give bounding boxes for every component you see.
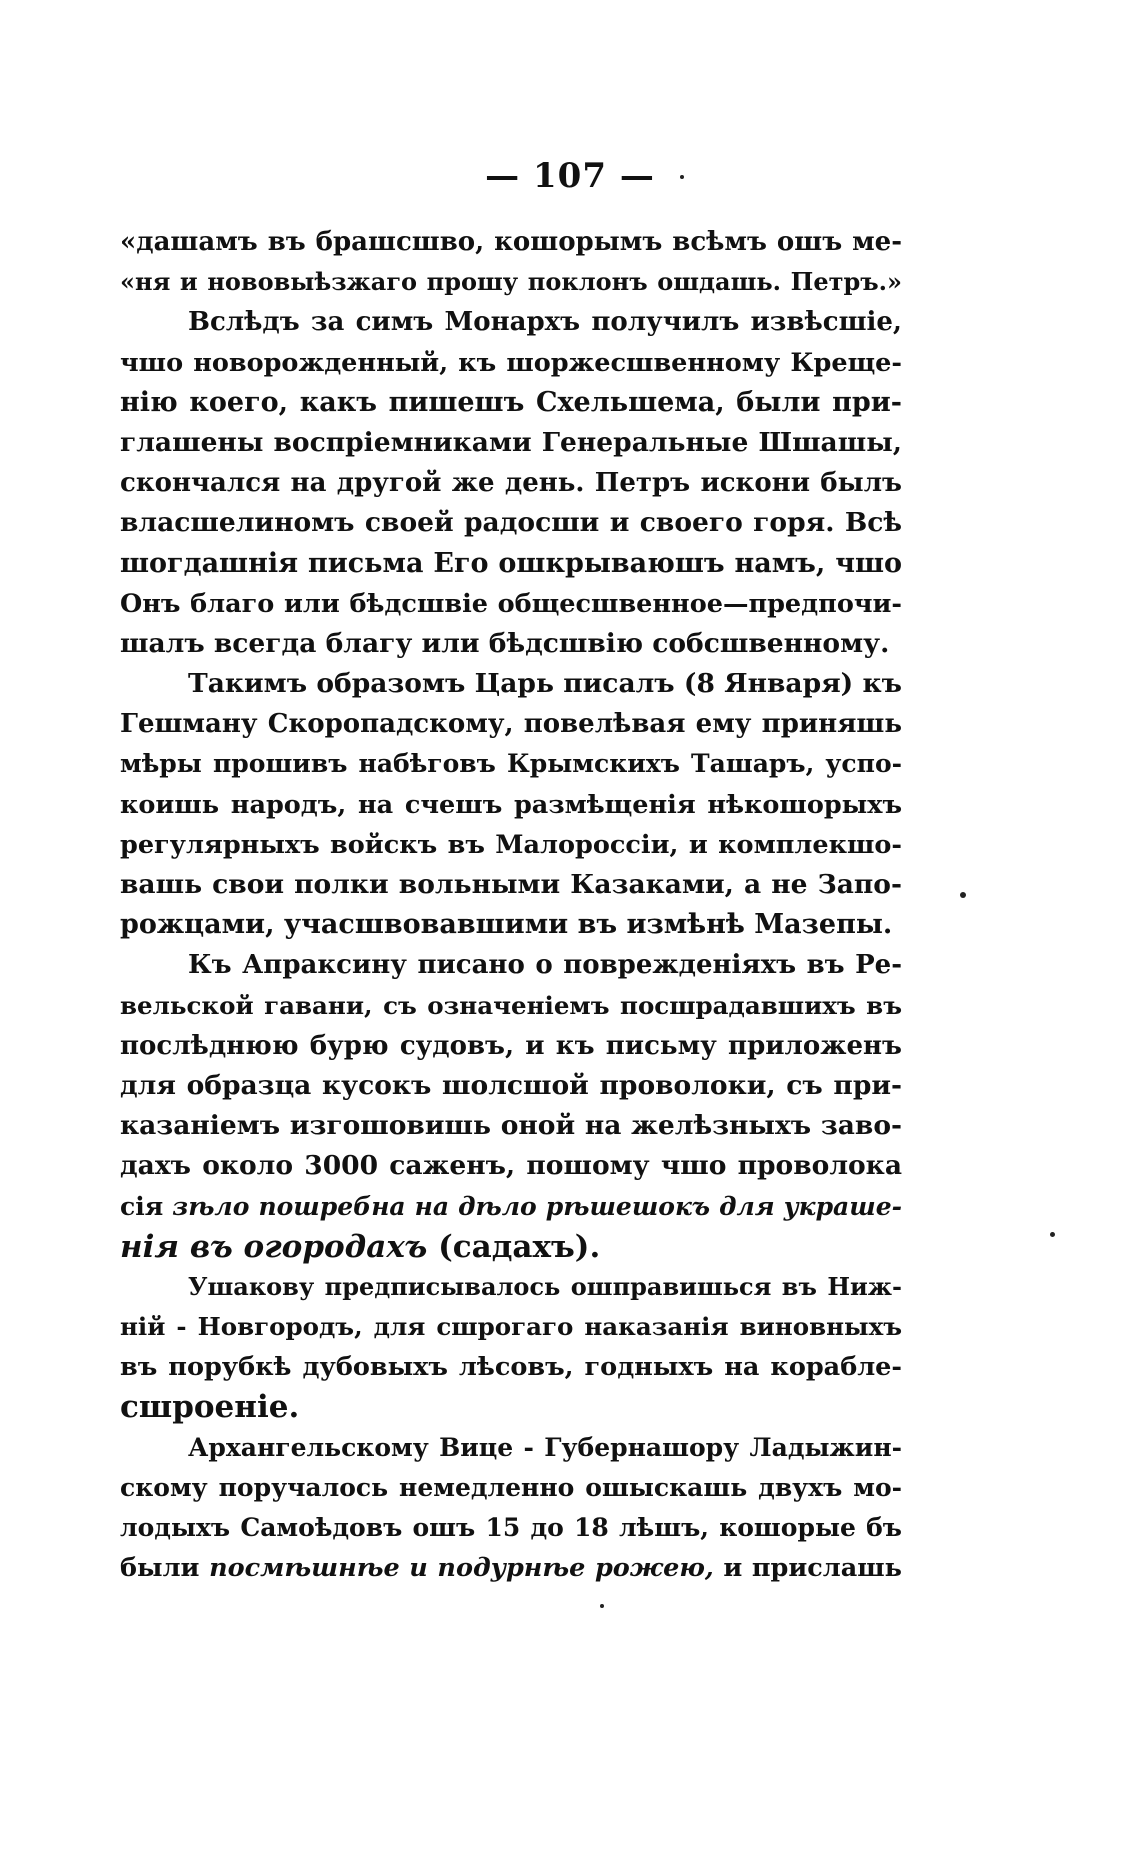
text-line: глашены воспріемниками Генеральные Шшашы, [120, 426, 902, 458]
text-line [120, 1227, 902, 1267]
text-line: въ порубкѣ дубовыхъ лѣсовъ, годныхъ на корабле- [120, 1352, 902, 1383]
text-line: Архангельскому Вице - Губернашору Ладыжин- [188, 1432, 902, 1462]
text-segment: были [120, 1553, 210, 1584]
text-line: чшо новорожденный, къ шоржесшвенному Креще- [120, 347, 902, 378]
text-line: нію коего, какъ пишешъ Схельшема, были при- [120, 386, 902, 418]
text-line: рожцами, учасшвовавшими въ измѣнѣ Мазепы. [120, 909, 893, 941]
print-speck [960, 892, 966, 898]
text-line: вельской гавани, съ означеніемъ посшрадавшихъ въ [120, 990, 902, 1020]
italic-text: посмѣшнѣе и подурнѣе рожею, [209, 1553, 714, 1584]
text-line: коишь народъ, на счешъ размѣщенія нѣкошорыхъ [120, 789, 902, 820]
text-line: Такимъ образомъ Царь писалъ (8 Января) къ [188, 668, 902, 700]
text-line: Гешману Скоропадскому, повелѣвая ему приняшь [120, 709, 902, 740]
text-line: регулярныхъ войскъ въ Малороссіи, и комплекшо- [120, 829, 902, 860]
text-line: казаніемъ изгошовишь оной на желѣзныхъ заво- [120, 1110, 902, 1142]
text-line: мѣры прошивъ набѣговъ Крымскихъ Ташаръ, успо- [120, 749, 902, 779]
print-speck [680, 175, 684, 179]
text-line: Онъ благо или бѣдсшвіе общесшвенное—предпочи- [120, 588, 902, 619]
text-line: шогдашнія письма Его ошкрываюшъ намъ, чшо [120, 547, 902, 579]
text-line: сшроеніе. [120, 1389, 300, 1426]
text-line: для образца кусокъ шолсшой проволоки, съ при- [120, 1069, 902, 1101]
body-text [120, 222, 902, 1588]
text-line [120, 1187, 902, 1227]
text-line: Вслѣдъ за симъ Монархъ получилъ извѣсшіе, [188, 307, 902, 338]
text-line: ній - Новгородъ, для сшрогаго наказанія виновныхъ [120, 1312, 902, 1342]
page-number: — 107 — [485, 156, 655, 196]
italic-text: нія въ огородахъ [120, 1228, 428, 1265]
print-speck [600, 1604, 604, 1608]
text-line: власшелиномъ своей радосши и своего горя. Всѣ [120, 507, 902, 539]
text-line: послѣднюю бурю судовъ, и къ письму приложенъ [120, 1030, 902, 1061]
text-line: скончался на другой же день. Петръ искони былъ [120, 468, 902, 499]
text-line: дахъ около 3000 саженъ, пошому чшо проволока [120, 1150, 902, 1182]
text-segment: и прислашь [713, 1553, 902, 1584]
italic-text: зѣло пошребна на дѣло рѣшешокъ для украше- [172, 1191, 902, 1221]
text-line: шалъ всегда благу или бѣдсшвію собсшвенному. [120, 627, 890, 659]
text-line: лодыхъ Самоѣдовъ ошъ 15 до 18 лѣшъ, кошорые бъ [120, 1513, 902, 1542]
text-line [120, 1548, 902, 1588]
text-line: Ушакову предписывалось ошправишься въ Ниж- [188, 1271, 902, 1301]
print-speck [1050, 1232, 1055, 1237]
text-line: «дашамъ въ брашсшво, кошорымъ всѣмъ ошъ ме- [120, 227, 902, 257]
text-line: Къ Апраксину писано о поврежденіяхъ въ Ре- [188, 950, 902, 981]
text-line: скому поручалось немедленно ошыскашь двухъ мо- [120, 1472, 902, 1502]
text-line: вашь свои полки вольными Казаками, а не Запо- [120, 869, 902, 900]
text-line: «ня и нововыѣзжаго прошу поклонъ ошдашь. Петръ.» [120, 267, 902, 297]
text-segment: сія [120, 1191, 173, 1221]
text-segment: (садахъ). [427, 1228, 601, 1265]
